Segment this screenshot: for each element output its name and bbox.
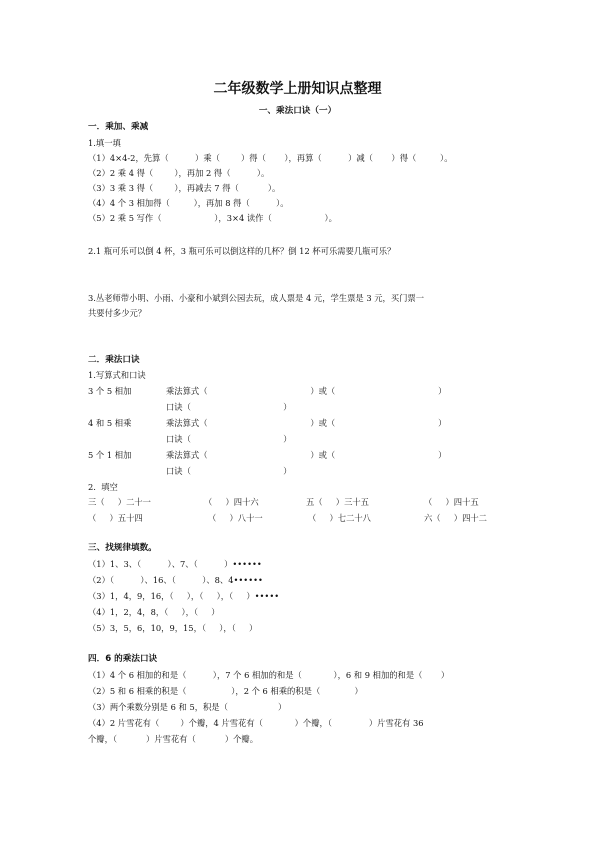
s2-row3-formula: 乘法算式（ ）或（ ） bbox=[166, 450, 447, 460]
s2-row1-formula: 乘法算式（ ）或（ ） bbox=[166, 386, 447, 396]
s2-fill1-b: （ ）四十六 bbox=[204, 497, 259, 507]
s3-line1: （1）1、3、（ ）、7、（ ）•••••• bbox=[88, 559, 262, 569]
s1-q2: 2.1 瓶可乐可以倒 4 杯，3 瓶可乐可以倒这样的几杯？倒 12 杯可乐需要几瓶可乐？ bbox=[88, 246, 396, 256]
s4-line5: 个瓣，（ ）片雪花有（ ）个瓣。 bbox=[88, 734, 259, 744]
s2-fill1-d: （ ）四十五 bbox=[424, 497, 479, 507]
s1-q1-line1: （1）4×4-2，先算（ ）乘（ ）得（ ），再算（ ）减（ ）得（ ）。 bbox=[88, 153, 453, 163]
section1-heading: 一．乘加、乘减 bbox=[88, 122, 149, 132]
s1-q1-label: 1.填一填 bbox=[88, 138, 121, 148]
s2-q1-label: 1.写算式和口诀 bbox=[88, 370, 146, 380]
s1-q1-line4: （4）4 个 3 相加得（ ），再加 8 得（ ）。 bbox=[88, 198, 289, 208]
s2-row1-label: 3 个 5 相加 bbox=[88, 386, 132, 396]
s4-line3: （3）两个乘数分别是 6 和 5，积是（ ） bbox=[88, 702, 287, 712]
s2-row1-rhyme: 口诀（ ） bbox=[166, 402, 292, 412]
s2-row3-rhyme: 口诀（ ） bbox=[166, 466, 292, 476]
s2-q2-label: 2. 填空 bbox=[88, 482, 118, 492]
s2-fill2-a: （ ）五十四 bbox=[88, 513, 143, 523]
s4-line4: （4）2 片雪花有（ ）个瓣，4 片雪花有（ ）个瓣，（ ）片雪花有 36 bbox=[88, 718, 424, 728]
s3-line4: （4）1，2，4，8，（ ），（ ） bbox=[88, 607, 220, 617]
s3-line2: （2）（ ）、16、（ ）、8、4•••••• bbox=[88, 575, 263, 585]
section2-heading: 二．乘法口诀 bbox=[88, 355, 140, 365]
s1-q3-line1: 3.丛老师带小明、小雨、小豪和小斌到公园去玩，成人票是 4 元，学生票是 3 元，买门票一 bbox=[88, 293, 425, 303]
s4-line1: （1）4 个 6 相加的和是（ ），7 个 6 相加的和是（ ），6 和 9 相加的和是（ ） bbox=[88, 670, 450, 680]
s2-row3-label: 5 个 1 相加 bbox=[88, 450, 132, 460]
page-subtitle: 一、乘法口诀（一） bbox=[258, 106, 337, 116]
s1-q3-line2: 共要付多少元？ bbox=[88, 308, 147, 318]
s1-q1-line2: （2）2 乘 4 得（ ），再加 2 得（ ）。 bbox=[88, 168, 270, 178]
s2-fill1-a: 三（ ）二十一 bbox=[88, 497, 151, 507]
section4-heading: 四．6 的乘法口诀 bbox=[88, 654, 158, 664]
s2-row2-rhyme: 口诀（ ） bbox=[166, 434, 292, 444]
s2-fill1-c: 五（ ）三十五 bbox=[306, 497, 369, 507]
s1-q1-line3: （3）3 乘 3 得（ ），再减去 7 得（ ）。 bbox=[88, 183, 281, 193]
s3-line5: （5）3，5，6，10，9，15，（ ），（ ） bbox=[88, 623, 258, 633]
s4-line2: （2）5 和 6 相乘的积是（ ），2 个 6 相乘的积是（ ） bbox=[88, 686, 363, 696]
s2-row2-formula: 乘法算式（ ）或（ ） bbox=[166, 418, 447, 428]
s2-row2-label: 4 和 5 相乘 bbox=[88, 418, 132, 428]
s2-fill2-b: （ ）八十一 bbox=[208, 513, 263, 523]
section3-heading: 三、找规律填数。 bbox=[88, 543, 157, 553]
s1-q1-line5: （5）2 乘 5 写作（ ），3×4 读作（ ）。 bbox=[88, 213, 337, 223]
s3-line3: （3）1，4，9，16，（ ），（ ），（ ）••••• bbox=[88, 591, 280, 601]
page-title: 二年级数学上册知识点整理 bbox=[213, 81, 382, 97]
s2-fill2-d: 六（ ）四十二 bbox=[424, 513, 487, 523]
s2-fill2-c: （ ）七二十八 bbox=[308, 513, 371, 523]
